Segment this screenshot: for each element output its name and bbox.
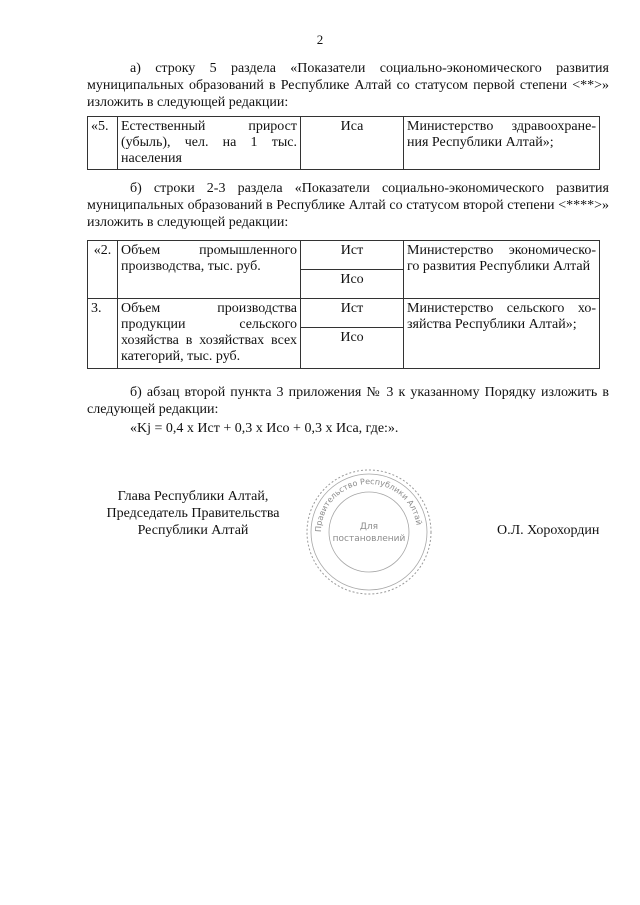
stamp-inner-ring <box>329 492 409 572</box>
ministry-name: Министерство здравоохране-ния Республики Алтай»; <box>404 117 600 170</box>
ministry-name: Министерство сельского хо-зяйства Республики Алтай»; <box>404 299 600 369</box>
section-v-text: б) абзац второй пункта 3 приложения № 3 к указанному Порядку изложить в следующей редакции: <box>87 385 609 417</box>
formula-text: «Kj = 0,4 х Ист + 0,3 х Исо + 0,3 х Иса, где:». <box>130 421 399 436</box>
indicator-code: Исо <box>301 328 404 369</box>
indicator-name: Объем производства продукции сельского хозяйства в хозяйствах всех категорий, тыс. руб. <box>118 299 301 369</box>
official-stamp <box>304 467 434 597</box>
section-a-paragraph <box>87 60 609 111</box>
indicator-code: Ист <box>301 241 404 270</box>
table-a <box>87 116 600 170</box>
section-b-text: б) строки 2-3 раздела «Показатели социально-экономического развития муниципальных образований в Республике Алтай со статусом второй степени <****>» изложить в следующей редакции: <box>87 181 609 230</box>
ministry-name: Министерство экономическо-го развития Республики Алтай <box>404 241 600 299</box>
table-row <box>88 299 600 328</box>
signatory-title <box>78 488 308 539</box>
indicator-name: Объем промышленного производства, тыс. руб. <box>118 241 301 299</box>
table-row <box>88 117 600 170</box>
section-b-paragraph <box>87 180 609 231</box>
section-a-text: а) строку 5 раздела «Показатели социально-экономического развития муниципальных образований в Республике Алтай со статусом первой степени <**>» изложить в следующей редакции: <box>87 61 609 110</box>
stamp-inner-line: постановлений <box>332 534 406 544</box>
row-number: «2. <box>88 241 118 299</box>
signatory-title-line: Глава Республики Алтай, <box>117 489 269 504</box>
row-number: 3. <box>88 299 118 369</box>
stamp-ring <box>311 474 427 590</box>
indicator-name: Естественный прирост (убыль), чел. на 1 тыс. населения <box>118 117 301 170</box>
page-number: 2 <box>316 32 324 47</box>
row-number: «5. <box>88 117 118 170</box>
stamp-outer-text: Правительство Республики Алтай <box>313 476 424 533</box>
formula-paragraph <box>87 420 609 437</box>
section-v-paragraph <box>87 384 609 418</box>
stamp-inner-line: Для <box>359 522 379 532</box>
indicator-code: Исо <box>301 270 404 299</box>
indicator-code: Иса <box>301 117 404 170</box>
stamp-outer-ring <box>307 470 431 594</box>
signatory-name: О.Л. Хорохордин <box>497 523 600 538</box>
signatory-title-line: Республики Алтай <box>137 523 249 538</box>
indicator-code: Ист <box>301 299 404 328</box>
table-b <box>87 240 600 369</box>
table-row <box>88 241 600 270</box>
signatory-title-line: Председатель Правительства <box>106 506 280 521</box>
